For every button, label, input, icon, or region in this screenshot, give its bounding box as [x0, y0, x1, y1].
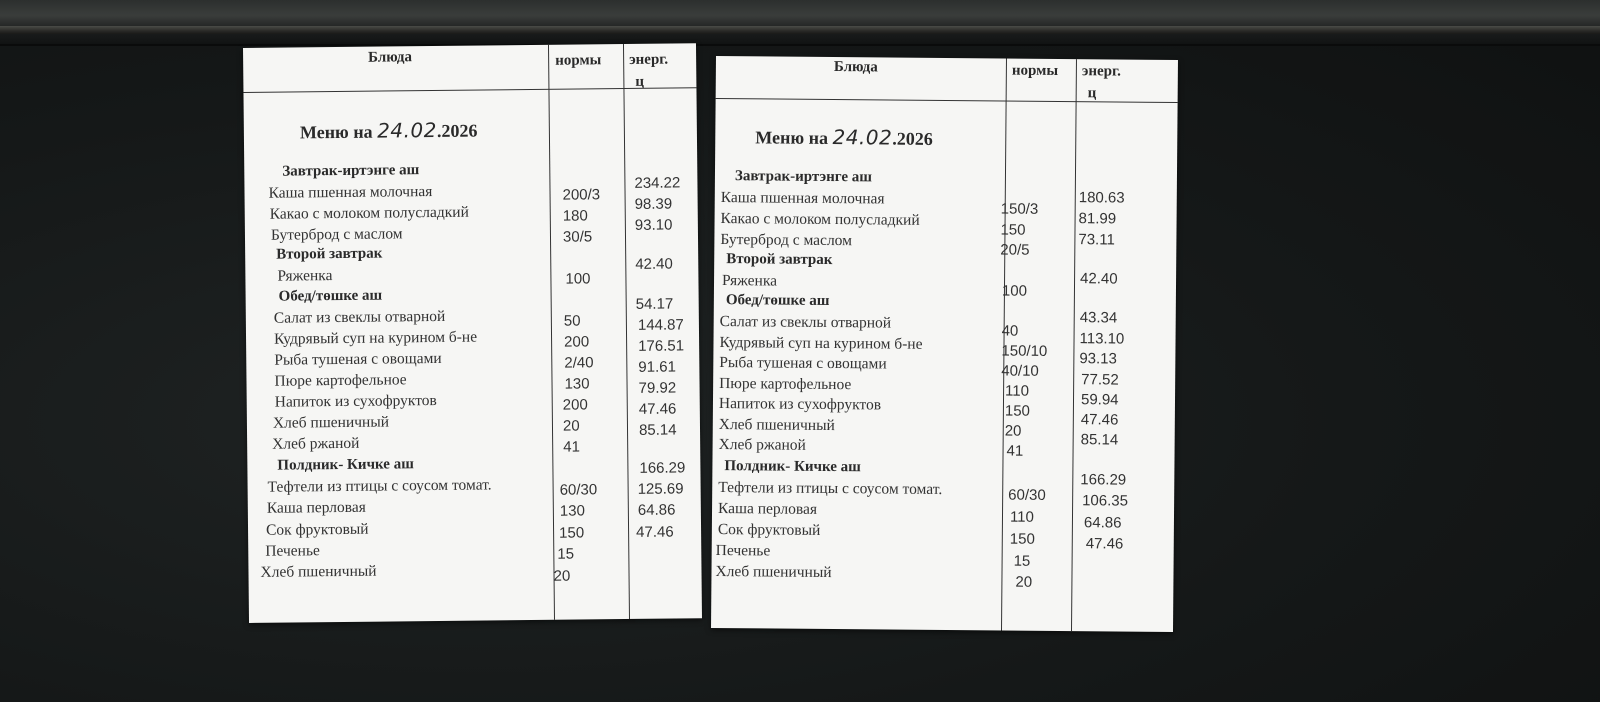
dish-energy: 113.10 [1079, 330, 1125, 348]
dish-norm: 150/3 [1000, 200, 1039, 218]
dish-energy: 42.40 [1079, 270, 1118, 288]
header-dishes: Блюда [833, 59, 878, 76]
section-snack: Полдник- Кичке аш [724, 458, 861, 476]
dish-energy: 93.13 [1079, 350, 1117, 368]
dish-name: Рыба тушеная с овощами [274, 349, 442, 369]
dish-energy: 64.86 [637, 501, 676, 519]
dish-name: Печенье [715, 542, 771, 560]
header-energy: энерг. [629, 51, 669, 68]
header-dishes: Блюда [368, 49, 413, 66]
dish-energy: 47.46 [1085, 535, 1124, 553]
section-second-breakfast: Второй завтрак [276, 245, 383, 263]
dish-energy: 93.10 [634, 216, 673, 234]
dish-name: Кудрявый суп на курином б-не [273, 328, 478, 348]
header-energy-unit: ц [635, 73, 645, 90]
dish-name: Хлеб пшеничный [260, 562, 377, 581]
dish-norm: 20 [553, 567, 571, 585]
dish-energy: 85.14 [638, 421, 677, 439]
dish-norm: 41 [563, 438, 580, 456]
dish-energy: 234.22 [634, 174, 681, 192]
dish-norm: 200 [564, 333, 590, 351]
dish-energy: 144.87 [637, 316, 684, 334]
dish-norm: 20 [1004, 422, 1022, 440]
dish-name: Ряженка [277, 267, 333, 285]
dish-name: Бутерброд с маслом [720, 231, 853, 250]
dish-name: Рыба тушеная с овощами [719, 354, 887, 373]
dish-name: Хлеб ржаной [272, 434, 360, 453]
header-energy: энерг. [1081, 63, 1121, 80]
dish-norm: 40 [1001, 322, 1019, 340]
menu-title-prefix: Меню на [299, 121, 373, 143]
section-breakfast: Завтрак-иртэнге аш [282, 162, 420, 180]
dish-energy: 166.29 [639, 459, 686, 477]
dish-norm: 130 [559, 502, 585, 520]
dish-energy: 54.17 [635, 295, 674, 313]
dish-name: Напиток из сухофруктов [274, 391, 437, 411]
dish-name: Тефтели из птицы с соусом томат. [718, 479, 943, 498]
dish-name: Какао с молоком полусладкий [720, 210, 920, 229]
dish-norm: 100 [565, 270, 591, 288]
dish-name: Каша пшенная молочная [268, 183, 433, 202]
dish-energy: 47.46 [1080, 411, 1119, 429]
dish-name: Сок фруктовый [265, 520, 369, 539]
dish-name: Каша перловая [266, 498, 366, 517]
menu-title [755, 124, 933, 150]
dish-norm: 150 [1000, 221, 1026, 239]
dish-energy: 106.35 [1082, 492, 1129, 510]
dish-norm: 180 [562, 207, 588, 225]
header-divider [716, 98, 1178, 103]
dish-norm: 150/10 [1001, 342, 1048, 360]
dish-norm: 60/30 [559, 481, 598, 499]
header-norms: нормы [1011, 62, 1059, 79]
dish-norm: 15 [557, 545, 575, 563]
column-divider [1071, 59, 1077, 631]
dish-norm: 60/30 [1008, 486, 1046, 504]
section-snack: Полдник- Кичке аш [277, 456, 414, 474]
dish-norm: 130 [564, 375, 590, 393]
section-lunch: Обед/төшке аш [278, 287, 383, 305]
handwritten-date: 24.02 [376, 117, 438, 143]
dish-name: Какао с молоком полусладкий [269, 203, 469, 223]
dish-name: Ряженка [721, 272, 778, 290]
dish-name: Каша пшенная молочная [720, 189, 885, 208]
dish-norm: 200/3 [562, 186, 601, 204]
dish-name: Бутерброд с маслом [270, 225, 403, 244]
dish-energy: 73.11 [1078, 231, 1115, 249]
menu-title-year: .2026 [436, 120, 478, 141]
menu-title-year: .2026 [892, 128, 933, 149]
header-energy-unit: ц [1087, 85, 1097, 102]
dish-norm: 50 [563, 312, 581, 330]
menu-sheet-right [711, 56, 1178, 632]
dish-name: Пюре картофельное [719, 375, 852, 394]
dish-norm: 110 [1009, 508, 1034, 526]
dish-energy: 77.52 [1081, 371, 1119, 389]
dish-energy: 98.39 [634, 195, 673, 213]
dish-energy: 59.94 [1080, 391, 1119, 409]
column-divider [548, 45, 555, 620]
dish-norm: 100 [1001, 282, 1028, 300]
section-second-breakfast: Второй завтрак [726, 251, 833, 269]
dish-energy: 176.51 [638, 337, 685, 355]
board-top-frame [0, 0, 1600, 46]
dish-norm: 40/10 [1001, 362, 1039, 380]
dish-energy: 47.46 [636, 523, 674, 541]
dish-norm: 15 [1013, 552, 1031, 570]
dish-energy: 125.69 [637, 480, 684, 498]
dish-energy: 64.86 [1083, 514, 1122, 532]
dish-norm: 110 [1005, 382, 1030, 400]
dish-norm: 20 [562, 417, 580, 435]
dish-energy: 43.34 [1079, 309, 1118, 327]
dish-energy: 180.63 [1078, 189, 1125, 207]
menu-title-prefix: Меню на [755, 127, 829, 148]
handwritten-date: 24.02 [832, 125, 893, 150]
section-breakfast: Завтрак-иртэнге аш [734, 168, 873, 186]
dish-energy: 91.61 [638, 358, 676, 376]
dish-energy: 79.92 [638, 379, 677, 397]
header-divider [243, 87, 696, 93]
dish-name: Хлеб пшеничный [718, 416, 835, 435]
dish-name: Хлеб пшеничный [272, 413, 390, 432]
dish-name: Тефтели из птицы с соусом томат. [267, 476, 492, 496]
dish-energy: 47.46 [638, 400, 677, 418]
dish-norm: 200 [562, 396, 588, 414]
dish-norm: 20/5 [1000, 241, 1030, 259]
dish-energy: 85.14 [1080, 431, 1119, 449]
dish-name: Печенье [265, 542, 320, 560]
dish-energy: 166.29 [1080, 471, 1127, 489]
dish-norm: 150 [1009, 530, 1035, 548]
dish-norm: 150 [559, 524, 585, 542]
dish-name: Салат из свеклы отварной [273, 307, 446, 327]
menu-sheet-left [243, 43, 702, 623]
dish-name: Каша перловая [717, 500, 818, 518]
dish-energy: 81.99 [1078, 210, 1117, 228]
dish-norm: 41 [1006, 442, 1024, 460]
dish-name: Салат из свеклы отварной [719, 313, 892, 332]
dish-norm: 30/5 [562, 228, 593, 246]
dish-name: Пюре картофельное [274, 371, 407, 390]
dish-norm: 2/40 [564, 354, 594, 372]
column-divider [623, 44, 630, 619]
dish-name: Хлеб ржаной [718, 436, 806, 454]
dish-name: Хлеб пшеничный [715, 563, 832, 582]
dish-name: Кудрявый суп на курином б-не [719, 334, 923, 353]
dish-norm: 150 [1004, 402, 1031, 420]
dish-norm: 20 [1015, 573, 1033, 591]
section-lunch: Обед/төшке аш [725, 292, 830, 309]
dish-name: Сок фруктовый [717, 521, 821, 539]
header-norms: нормы [555, 52, 602, 69]
menu-title [300, 118, 478, 144]
dish-name: Напиток из сухофруктов [718, 395, 882, 414]
dish-energy: 42.40 [635, 255, 673, 273]
board-rail [0, 26, 1600, 34]
